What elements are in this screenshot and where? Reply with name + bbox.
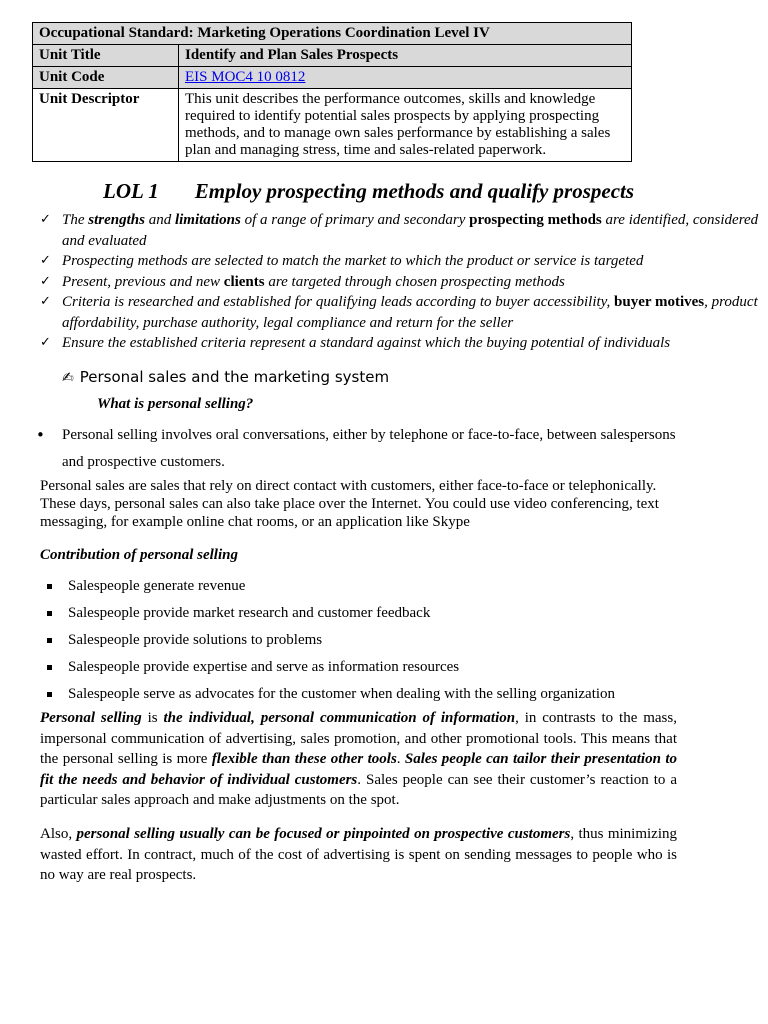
list-item: Salespeople provide solutions to problems xyxy=(40,627,680,654)
list-item: Salespeople provide market research and customer feedback xyxy=(40,600,680,627)
checkmark-icon: ✓ xyxy=(40,294,51,309)
occupational-standard-title: Occupational Standard: Marketing Operations Coordination Level IV xyxy=(33,23,632,45)
checkmark-icon: ✓ xyxy=(40,335,51,350)
list-item: Salespeople provide expertise and serve as information resources xyxy=(40,654,680,681)
section-heading-text: Personal sales and the marketing system xyxy=(79,368,390,386)
contribution-heading: Contribution of personal selling xyxy=(40,547,238,563)
unit-info-table xyxy=(32,22,632,162)
unit-descriptor-row xyxy=(33,89,632,162)
square-bullet-icon xyxy=(47,611,52,616)
paragraph-personal-selling-definition: Personal selling is the individual, personal communication of information, in contrasts to the mass, impersonal communication of advertising, sales promotion, and other promotional tools. This means that the personal selling is more flexible than these other tools. Sales people can tailor their presentation to fit the needs and behavior of individual customers. Sales people can see their customer’s reaction to a particular sales approach and make adjustments on the spot. xyxy=(40,710,677,808)
bullet-dot-icon: • xyxy=(36,426,45,444)
lo-number: LOL 1 xyxy=(103,179,159,203)
unit-title-value: Identify and Plan Sales Prospects xyxy=(179,45,632,67)
unit-title-label: Unit Title xyxy=(33,45,179,67)
square-bullet-icon xyxy=(47,638,52,643)
table-title-row xyxy=(33,23,632,45)
bullet-paragraph xyxy=(36,422,676,476)
performance-criteria-list xyxy=(40,210,768,354)
checklist-item: ✓ Present, previous and new clients are targeted through chosen prospecting methods xyxy=(40,272,768,293)
unit-descriptor-value: This unit describes the performance outcomes, skills and knowledge required to identify potential sales prospects by applying prospecting methods, and to manage own sales performance by establishing a sales plan and managing stress, time and sales-related paperwork. xyxy=(179,89,632,162)
lo-title: Employ prospecting methods and qualify prospects xyxy=(194,179,635,203)
section-heading xyxy=(62,368,389,386)
unit-code-cell xyxy=(179,67,632,89)
checkmark-icon: ✓ xyxy=(40,253,51,268)
square-bullet-icon xyxy=(47,584,52,589)
checklist-item: ✓ The strengths and limitations of a range of primary and secondary prospecting methods are identified, considered and evaluated xyxy=(40,212,759,249)
checkmark-icon: ✓ xyxy=(40,273,51,289)
checkmark-icon: ✓ xyxy=(40,212,51,227)
unit-descriptor-label: Unit Descriptor xyxy=(33,89,179,162)
checklist-item: ✓ Ensure the established criteria represent a standard against which the buying potential of individuals xyxy=(40,333,768,354)
paragraph-focus: Also, personal selling usually can be focused or pinpointed on prospective customers, thus minimizing wasted effort. In contract, much of the cost of advertising is spent on sending messages to people who is no way are real prospects. xyxy=(40,826,678,883)
unit-code-row xyxy=(33,67,632,89)
list-item: Salespeople serve as advocates for the customer when dealing with the selling organization xyxy=(40,681,680,708)
paragraph-personal-sales: Personal sales are sales that rely on direct contact with customers, either face-to-face or telephonically. These days, personal sales can also take place over the Internet. You could use video conferencing, text messaging, for example online chat rooms, or an application like Skype xyxy=(40,478,659,530)
checklist-item: ✓ Prospecting methods are selected to match the market to which the product or service is targeted xyxy=(40,251,768,272)
list-item: Salespeople generate revenue xyxy=(40,573,680,600)
square-bullet-icon xyxy=(47,692,52,697)
square-bullet-icon xyxy=(47,665,52,670)
section-question: What is personal selling? xyxy=(97,396,254,412)
bullet-text: Personal selling involves oral conversations, either by telephone or face-to-face, between salespersons and prospective customers. xyxy=(62,427,676,470)
unit-code-label: Unit Code xyxy=(33,67,179,89)
unit-code-link[interactable]: EIS MOC4 10 0812 xyxy=(185,69,306,85)
learning-outcome-heading xyxy=(103,179,634,204)
checklist-item: ✓ Criteria is researched and established for qualifying leads according to buyer accessibility, buyer motives, product affordability, purchase authority, legal compliance and return for the seller xyxy=(40,294,758,331)
writing-hand-icon: ✍ xyxy=(62,370,74,386)
contribution-list xyxy=(40,573,680,708)
unit-title-row xyxy=(33,45,632,67)
